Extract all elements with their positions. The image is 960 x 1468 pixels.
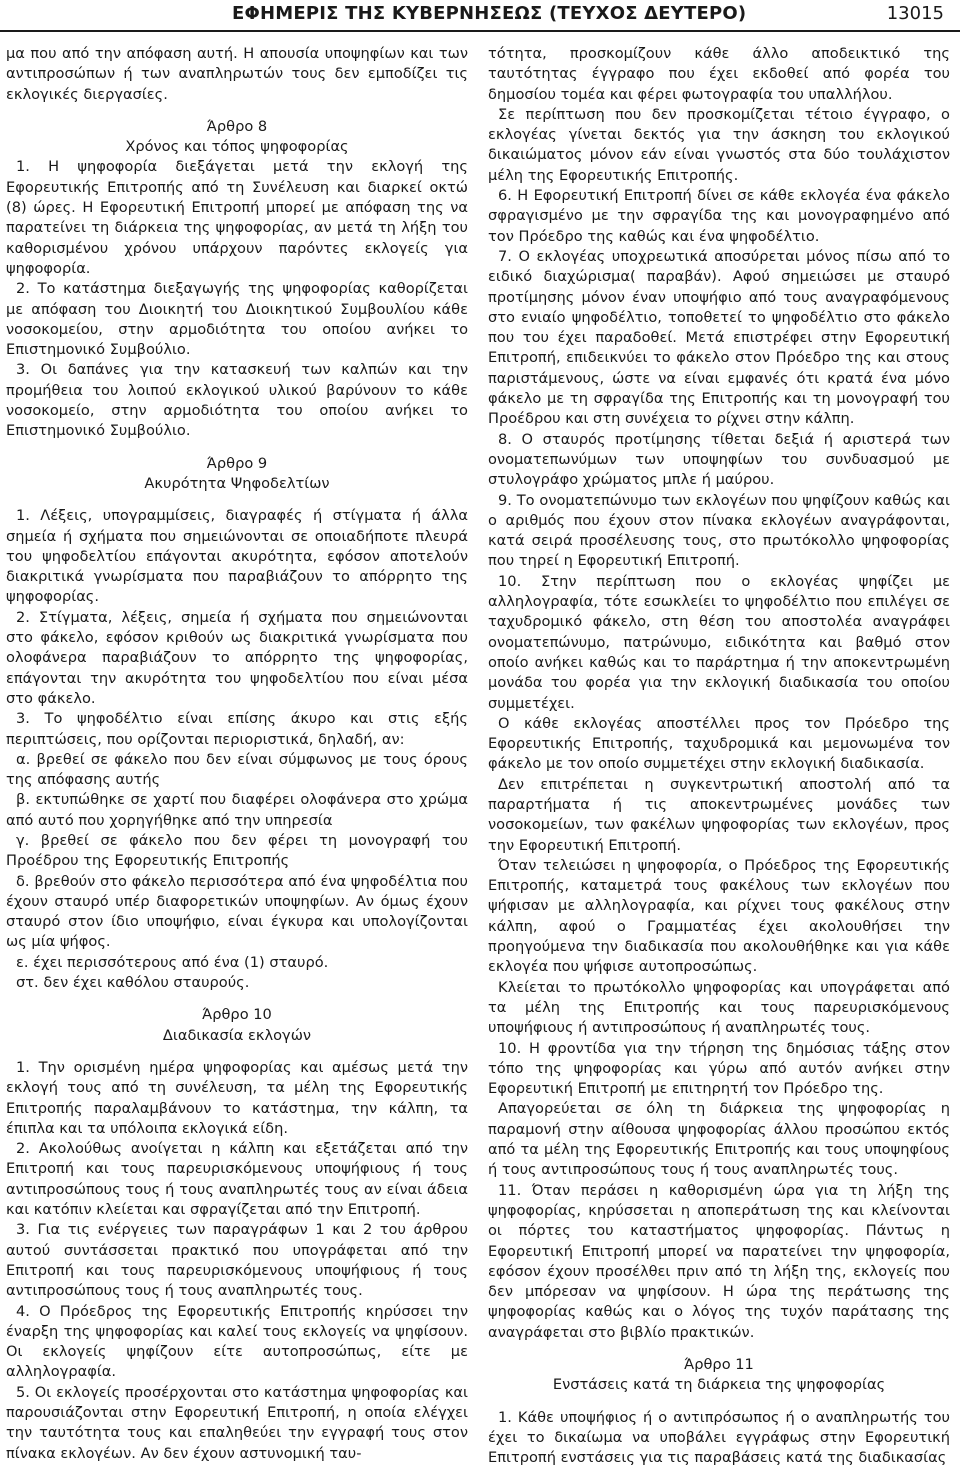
article-heading: Άρθρο 10 — [202, 1006, 272, 1024]
paragraph: 2. Ακολούθως ανοίγεται η κάλπη και εξετάζεται από την Επιτροπή και τους παρευρισκόμενους υποψήφιους ή τους αντιπροσώπους τους ή τους αναπληρωτές τους αν είναι άδεια και κατόπιν κλείεται και σφραγίζεται από την Επιτροπή. — [6, 1140, 468, 1219]
list-item: α. βρεθεί σε φάκελο που δεν είναι σύμφωνος με τους όρους της απόφασης αυτής — [6, 750, 468, 789]
paragraph: 11. Όταν περάσει η καθορισμένη ώρα για τη λήξη της ψηφοφορίας, κηρύσσεται η αποπεράτωση της και κλείνονται οι πόρτες του καταστήματος ψηφοφορίας. Πάντως η Εφορευτική Επιτροπή μπορεί να παρατείνει την ψηφοφορία, εφόσον έχουν προσέλθει πριν από τη λήξη της, εκλογείς που δεν μπόρεσαν να ψηφίσουν. Η ώρα της περάτωσης της ψηφοφορίας καθώς και ο λόγος της τυχόν παράτασης της αναγράφεται στο βιβλίο πρακτικών. — [488, 1181, 950, 1341]
paragraph: 1. Λέξεις, υπογραμμίσεις, διαγραφές ή στίγματα ή άλλα σημεία ή σχήματα που σημειώνονται σε οποιαδήποτε πλευρά του ψηφοδελτίου επάγονται ακυρότητα, εφόσον αποτελούν διακριτικά γνωρίσματα που παραβιάζουν το απόρρητο της ψηφοφορίας. — [6, 507, 468, 606]
list-item: ε. έχει περισσότερους από ένα (1) σταυρό. — [16, 953, 329, 971]
paragraph: 3. Το ψηφοδέλτιο είναι επίσης άκυρο και στις εξής περιπτώσεις, που ορίζονται περιοριστικά, δηλαδή, αν: — [6, 710, 468, 748]
paragraph: Απαγορεύεται σε όλη τη διάρκεια της ψηφοφορίας η παραμονή στην αίθουσα ψηφοφορίας άλλου προσώπου εκτός από τα μέλη της Εφορευτικής Επιτροπής και τους υποψηφίους ή τους αντιπροσώπους τους ή τους αναπληρωτές τους. — [488, 1100, 950, 1179]
paragraph: 7. Ο εκλογέας υποχρεωτικά αποσύρεται μόνος πίσω από το ειδικό διαχώρισμα( παραβάν). Αφού σημειώσει με σταυρό προτίμησης μόνον έναν υποψήφιο από τους αναγραφόμενους στο ενιαίο ψηφοδέλτιο, τοποθετεί το ψηφοδέλτιο στο φάκελο που του έχει παραδοθεί. Μετά επιστρέφει στην Εφορευτική Επιτροπή, επιδεικνύει το φάκελο στον Πρόεδρο της και στους παριστάμενους, ώστε να είναι εμφανές ότι κρατά ένα μόνο φάκελο με τη σφραγίδα της Επιτροπής και τη μονογραφή του Προέδρου και στη συνέχεια το ρίχνει στην κάλπη. — [488, 247, 950, 428]
gazette-title: ΕΦΗΜΕΡΙΣ ΤΗΣ ΚΥΒΕΡΝΗΣΕΩΣ (ΤΕΥΧΟΣ ΔΕΥΤΕΡΟ) — [232, 3, 747, 24]
paragraph: 4. Ο Πρόεδρος της Εφορευτικής Επιτροπής κηρύσσει την έναρξη της ψηφοφορίας και καλεί τους εκλογείς να ψηφίσουν. Οι εκλογείς ψηφίζουν είτε αυτοπροσώπως, είτε με αλληλογραφία. — [6, 1302, 468, 1381]
paragraph: Σε περίπτωση που δεν προσκομίζεται τέτοιο έγγραφο, ο εκλογέας γίνεται δεκτός για την άσκηση του εκλογικού δικαιώματος μόνον εάν είναι γνωστός στα δύο τουλάχιστον μέλη της Εφορευτικής Επιτροπής. — [488, 105, 950, 184]
paragraph: 1. Κάθε υποψήφιος ή ο αντιπρόσωπος ή ο αναπληρωτής του έχει το δικαίωμα να υποβάλει εγγράφως στην Εφορευτική Επιτροπή ενστάσεις για τις παραβάσεις κατά της διαδικασίας — [488, 1408, 950, 1467]
paragraph: 10. Στην περίπτωση που ο εκλογέας ψηφίζει με αλληλογραφία, τότε εσωκλείει το ψηφοδέλτιο που επιλέγει σε ταχυδρομικό φάκελο, στη θέση του αποστολέα αναγράφει ονοματεπώνυμο, πατρώνυμο, ειδικότητα και βαθμό στον οποίο ανήκει καθώς και το παράρτημα ή την αποκεντρωμένη μονάδα του φορέα για την εκλογική διαδικασία του οποίου συμμετέχει. — [488, 572, 950, 712]
article-heading: Άρθρο 9 — [206, 454, 268, 472]
right-column — [488, 44, 950, 1468]
article-title: Χρόνος και τόπος ψηφοφορίας — [125, 138, 349, 156]
paragraph: 2. Στίγματα, λέξεις, σημεία ή σχήματα που σημειώνονται στο φάκελο, εφόσον κριθούν ως διακριτικά γνωρίσματα που ολοφάνερα παραβιάζουν το απόρρητο της ψηφοφορίας, επάγονται την ακυρότητα του ψηφοδελτίου που είναι μέσα στο φάκελο. — [6, 608, 468, 707]
paragraph: 8. Ο σταυρός προτίμησης τίθεται δεξιά ή αριστερά των ονοματεπωνύμων των υποψηφίων του συνδυασμού με στυλογράφο χρώματος μπλε ή μαύρου. — [488, 430, 950, 489]
paragraph: 10. Η φροντίδα για την τήρηση της δημόσιας τάξης στον τόπο της ψηφοφορίας και γύρω από αυτόν ανήκει στην Εφορευτική Επιτροπή με επιτηρητή τον Πρόεδρο της. — [488, 1039, 950, 1098]
list-item: β. εκτυπώθηκε σε χαρτί που διαφέρει ολοφάνερα στο χρώμα από αυτό που χορηγήθηκε από την υπηρεσία — [6, 791, 468, 829]
list-item: δ. βρεθούν στο φάκελο περισσότερα από ένα ψηφοδέλτια που έχουν σταυρό υπέρ διαφορετικών υποψηφίων. Αν όμως έχουν σταυρό στον ίδιο υποψήφιο, είναι έγκυρα και υπολογίζονται ως μία ψήφος. — [6, 872, 468, 951]
paragraph: 9. Το ονοματεπώνυμο των εκλογέων που ψηφίζουν καθώς και ο αριθμός που έχουν στον πίνακα εκλογέων αναγράφονται, κατά σειρά προσέλευσης τους, στο πρωτόκολλο ψηφοφορίας που τηρεί η Εφορευτική Επιτροπή. — [488, 491, 950, 570]
paragraph: Όταν τελειώσει η ψηφοφορία, ο Πρόεδρος της Εφορευτικής Επιτροπής, καταμετρά τους φακέλους των εκλογέων που ψήφισαν με αλληλογραφία, και ρίχνει τους φακέλους στην κάλπη, αφού ο Γραμματέας έχει ακολουθήσει την προηγούμενα την διαδικασία που ακολουθήθηκε και για κάθε εκλογέα που ψήφισε αυτοπροσώπως. — [488, 856, 950, 976]
paragraph: τότητα, προσκομίζουν κάθε άλλο αποδεικτικό της ταυτότητας έγγραφο που έχει εκδοθεί από φορέα του δημοσίου τομέα και φέρει φωτογραφία του υπαλλήλου. — [488, 45, 950, 103]
paragraph: μα που από την απόφαση αυτή. Η απουσία υποψηφίων και των αντιπροσώπων ή των αναπληρωτών τους δεν εμποδίζει τις εκλογικές διεργασίες. — [6, 45, 468, 103]
left-column — [6, 44, 468, 1464]
paragraph: 3. Για τις ενέργειες των παραγράφων 1 και 2 του άρθρου αυτού συντάσσεται πρακτικό που υπογράφεται από την Επιτροπή και τους παρευρισκόμενους υποψήφιους ή τους αντιπροσώπους τους ή τους αναπληρωτές τους. — [6, 1221, 468, 1300]
article-title: Ακυρότητα Ψηφοδελτίων — [144, 474, 330, 492]
list-item: στ. δεν έχει καθόλου σταυρούς. — [16, 974, 250, 992]
page-header — [0, 0, 960, 42]
paragraph: 1. Την ορισμένη ημέρα ψηφοφορίας και αμέσως μετά την εκλογή τους από τη συνέλευση, τα μέλη της Εφορευτικής Επιτροπής παραλαμβάνουν το κατάστημα, την κάλπη, τα έπιπλα και τα υπόλοιπα εκλογικά είδη. — [6, 1058, 468, 1137]
paragraph: 5. Οι εκλογείς προσέρχονται στο κατάστημα ψηφοφορίας και παρουσιάζονται στην Εφορευτική Επιτροπή, η οποία ελέγχει την ταυτότητα τους και επαληθεύει την εγγραφή τους στον πίνακα εκλογέων. Αν δεν έχουν αστυνομική ταυ- — [6, 1383, 468, 1462]
paragraph: 2. Το κατάστημα διεξαγωγής της ψηφοφορίας καθορίζεται με απόφαση του Διοικητή του Διοικητικού Συμβουλίου κάθε νοσοκομείου, στην αρμοδιότητα του οποίου ανήκει το Επιστημονικό Συμβούλιο. — [6, 280, 468, 359]
paragraph: Κλείεται το πρωτόκολλο ψηφοφορίας και υπογράφεται από τα μέλη της Επιτροπής και τους παρευρισκόμενους υποψήφιους ή αντιπροσώπους ή αναπληρωτές τους. — [488, 978, 950, 1037]
paragraph: Δεν επιτρέπεται η συγκεντρωτική αποστολή από τα παραρτήματα ή τις αποκεντρωμένες μονάδες των νοσοκομείων, των φακέλων ψηφοφορίας των εκλογέων, προς την Εφορευτική Επιτροπή. — [488, 775, 950, 854]
article-heading: Άρθρο 8 — [206, 117, 268, 135]
paragraph: 1. Η ψηφοφορία διεξάγεται μετά την εκλογή της Εφορευτικής Επιτροπής από τη Συνέλευση και διαρκεί οκτώ (8) ώρες. Η Εφορευτική Επιτροπή μπορεί με απόφαση της να παρατείνει τη διάρκεια της ψηφοφορίας, αν μετά τη λήξη του καθορισμένου χρόνου υπάρχουν παρόντες εκλογείς για ψηφοφορία. — [6, 158, 468, 277]
article-title: Ενστάσεις κατά τη διάρκεια της ψηφοφορίας — [552, 1376, 886, 1394]
article-title: Διαδικασία εκλογών — [162, 1026, 312, 1044]
list-item: γ. βρεθεί σε φάκελο που δεν φέρει τη μονογραφή του Προέδρου της Εφορευτικής Επιτροπής — [6, 831, 468, 870]
header-rule — [0, 30, 960, 32]
paragraph: Ο κάθε εκλογέας αποστέλλει προς τον Πρόεδρο της Εφορευτικής Επιτροπής, ταχυδρομικά και μεμονωμένα τον φάκελο με τον οποίο συμμετέχει στην εκλογική διαδικασία. — [488, 714, 950, 773]
paragraph: 3. Οι δαπάνες για την κατασκευή των καλπών και την προμήθεια του λοιπού εκλογικού υλικού βαρύνουν το κάθε νοσοκομείο, στην αρμοδιότητα του οποίου ανήκει το Επιστημονικό Συμβούλιο. — [6, 361, 468, 440]
article-heading: Άρθρο 11 — [684, 1356, 754, 1373]
page-number: 13015 — [886, 3, 944, 24]
paragraph: 6. Η Εφορευτική Επιτροπή δίνει σε κάθε εκλογέα ένα φάκελο σφραγισμένο με την σφραγίδα της και μονογραφημένο από τον Πρόεδρο της καθώς και ένα ψηφοδέλτιο. — [488, 187, 950, 245]
